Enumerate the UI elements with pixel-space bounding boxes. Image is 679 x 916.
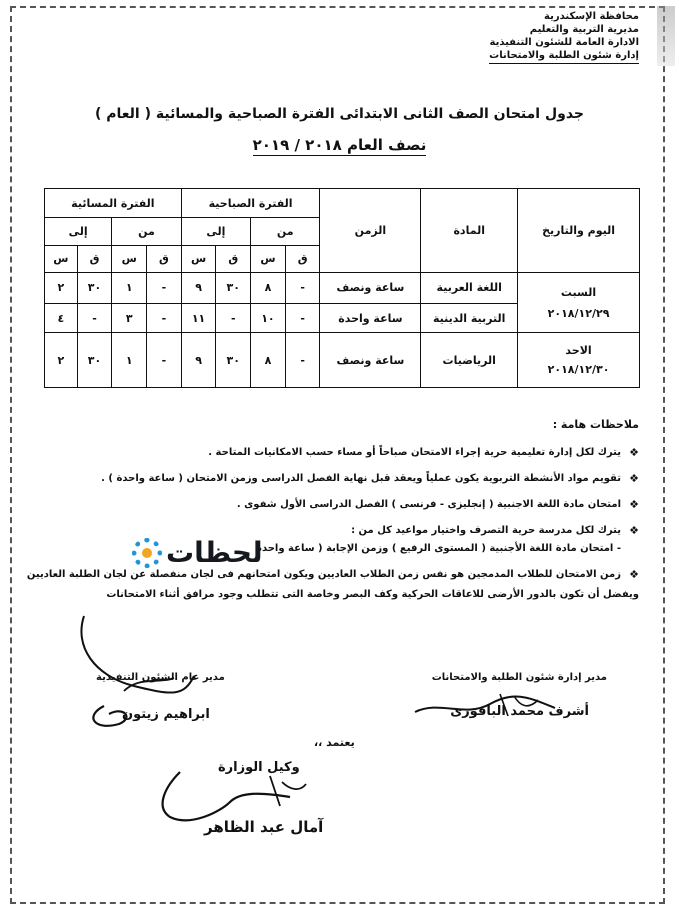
diamond-bullet-icon: ❖ [629,472,639,485]
time-cell: - [285,304,320,333]
note-text: يترك لكل مدرسة حرية التصرف واختيار مواعيد كل من : [351,525,621,536]
time-cell: - [285,333,320,388]
time-cell: ٨ [251,272,286,303]
notes-heading: ملاحظات هامة : [552,418,639,431]
day-cell [518,333,640,388]
note-continuation: ويفضل أن تكون بالدور الأرضى للاعاقات الحركية وكف البصر وخاصة التى تتطلب وجود مرافق أثناء الامتحانات [106,589,639,600]
day-name: الاحد [565,344,592,358]
diamond-bullet-icon: ❖ [629,524,639,537]
time-cell: - [77,304,112,333]
header-morning-to: إلى [181,218,250,245]
header-evening-to: إلى [45,218,112,245]
note-text: يترك لكل إدارة تعليمية حرية إجراء الامتحان صباحاً أو مساء حسب الامكانيات المتاحة . [208,447,621,458]
time-cell: - [147,272,182,303]
note-text: زمن الامتحان للطلاب المدمجين هو نفس زمن الطلاب العاديين ويكون امتحانهم فى لجان منفصلة عن لجان الطلبة العاديين [26,569,621,580]
left-signatory-name: ابراهيم زيتون [122,707,210,722]
school-year: نصف العام ٢٠١٨ / ٢٠١٩ [252,136,427,154]
day-date: ٢٠١٨/١٢/٣٠ [547,363,610,377]
table-row [45,333,640,388]
letterhead-line-2: مديرية التربية والتعليم [529,24,639,35]
note-text: امتحان مادة اللغة الاجنبية ( إنجليزى - فرنسى ) الفصل الدراسى الأول شفوى . [236,499,621,510]
letterhead-line-4: إدارة شئون الطلبة والامتحانات [489,49,639,64]
header-q: ق [216,245,251,272]
time-cell: ١ [112,333,147,388]
header-subject: المادة [421,189,518,273]
notes-section [26,418,639,614]
scan-edge-mark [657,6,675,66]
right-signatory-title: مدير إدارة شئون الطلبة والامتحانات [431,672,607,683]
note-item [39,498,639,512]
time-cell: ٣٠ [77,272,112,303]
header-s: س [112,245,147,272]
letterhead-line-3: الادارة العامة للشئون التنفيذية [489,37,639,48]
diamond-bullet-icon: ❖ [629,498,639,511]
diamond-bullet-icon: ❖ [629,568,639,581]
day-cell [518,272,640,333]
time-cell: - [147,333,182,388]
right-signatory-name: أشرف محمد الباقورى [450,704,589,719]
bottom-signatory-title: وكيل الوزارة [218,760,300,775]
header-evening-from: من [112,218,181,245]
left-signatory-title: مدير عام الشئون التنفيذية [96,672,225,683]
approval-label: يعتمد ،، [314,736,355,749]
letterhead-line-1: محافظة الإسكندرية [544,11,639,22]
duration-cell: ساعة واحدة [320,304,421,333]
day-date: ٢٠١٨/١٢/٢٩ [547,306,610,320]
gear-icon [132,538,162,568]
time-cell: ٢ [45,333,78,388]
header-evening: الفترة المسائية [45,189,182,218]
note-item [39,446,639,460]
letterhead [489,10,639,64]
duration-cell: ساعة ونصف [320,272,421,303]
header-s: س [181,245,216,272]
document-title: جدول امتحان الصف الثانى الابتدائى الفترة الصباحية والمسائية ( العام ) [94,106,585,122]
day-name: السبت [560,285,597,299]
duration-cell: ساعة ونصف [320,333,421,388]
time-cell: ٩ [181,272,216,303]
header-morning: الفترة الصباحية [181,189,320,218]
header-s: س [251,245,286,272]
time-cell: ١ [112,272,147,303]
time-cell: ٣٠ [216,272,251,303]
time-cell: ٤ [45,304,78,333]
document-subtitle [0,136,679,154]
bottom-signatory-name: آمال عبد الظاهر [204,818,324,836]
header-s: س [45,245,78,272]
exam-schedule-table [44,188,640,388]
header-duration: الزمن [320,189,421,273]
header-day-date: اليوم والتاريخ [518,189,640,273]
time-cell: - [147,304,182,333]
time-cell: ٣٠ [216,333,251,388]
note-item [39,472,639,486]
diamond-bullet-icon: ❖ [629,446,639,459]
note-text: تقويم مواد الأنشطة التربوية يكون عملياً ويعقد قبل نهاية الفصل الدراسى وزمن الامتحان ( ساعة واحدة ) . [101,473,621,484]
time-cell: ٨ [251,333,286,388]
note-item [26,568,639,602]
subject-cell: اللغة العربية [421,272,518,303]
watermark-text: لحظات [166,536,263,569]
table-row [45,272,640,303]
note-item [39,524,639,556]
header-q: ق [285,245,320,272]
time-cell: - [216,304,251,333]
time-cell: ١١ [181,304,216,333]
time-cell: ٣٠ [77,333,112,388]
note-subitem: - امتحان مادة اللغة الأجنبية ( المستوى الرفيع ) وزمن الإجابة ( ساعة واحدة [256,543,621,554]
subject-cell: الرياضيات [421,333,518,388]
time-cell: ٢ [45,272,78,303]
watermark-logo [132,536,263,569]
header-q: ق [77,245,112,272]
header-q: ق [147,245,182,272]
header-morning-from: من [251,218,320,245]
subject-cell: التربية الدينية [421,304,518,333]
time-cell: - [285,272,320,303]
time-cell: ١٠ [251,304,286,333]
time-cell: ٩ [181,333,216,388]
time-cell: ٣ [112,304,147,333]
